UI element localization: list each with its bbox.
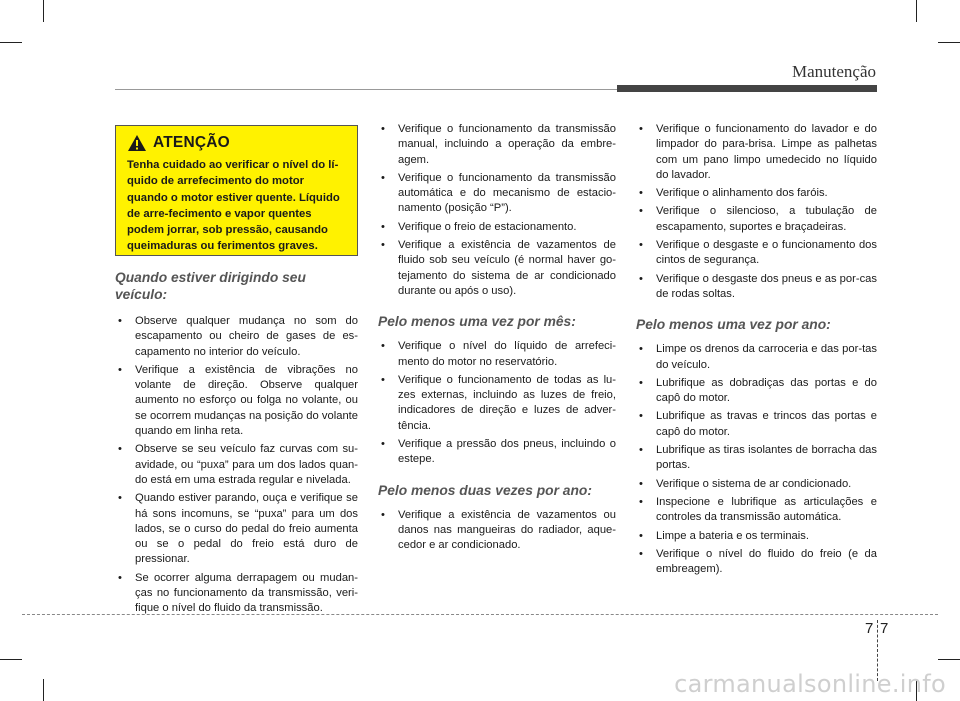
bullet-icon: • xyxy=(639,529,643,542)
list-item xyxy=(636,409,877,440)
list-item-text: Lubrifique as travas e trincos das portas e capô do motor. xyxy=(656,410,877,438)
bullet-icon: • xyxy=(639,272,643,285)
list-item-text: Se ocorrer alguma derrapagem ou mudan-ças no funcionamento da transmissão, veri-fique o nível do fluido da transmissão. xyxy=(135,571,358,615)
bullet-icon: • xyxy=(381,373,385,386)
list-item-text: Verifique o funcionamento do lavador e do limpador do para-brisa. Limpe as palhetas com um pano limpo umedecido no líquido do lavador. xyxy=(656,123,877,181)
general-checklist xyxy=(636,122,877,302)
list-item xyxy=(636,122,877,183)
bullet-icon: • xyxy=(639,410,643,423)
list-item-text: Verifique o nível do fluido do freio (e da embreagem). xyxy=(656,547,877,576)
warning-box xyxy=(115,125,358,256)
warning-triangle-icon xyxy=(127,134,147,152)
crop-mark xyxy=(43,679,44,701)
list-item-text: Lubrifique as tiras isolantes de borracha das portas. xyxy=(656,444,877,472)
footer-rule xyxy=(22,614,938,615)
list-item-text: Verifique o nível do líquido de arrefeci-mento do motor no reservatório. xyxy=(398,340,616,368)
crop-mark xyxy=(43,0,44,22)
bullet-icon: • xyxy=(381,340,385,353)
warning-text: Tenha cuidado ao verificar o nível do lí-quido de arrefecimento do motor quando o motor estiver quente. Líquido de arre-fecimento e vapor quentes podem jorrar, sob pressão, causando queimaduras ou ferimentos graves. xyxy=(127,159,340,253)
yearly-checklist xyxy=(636,342,877,577)
warning-header xyxy=(127,134,347,152)
list-item-text: Verifique o funcionamento da transmissão automática e do mecanismo de estacio-namento (posição “P”). xyxy=(398,171,616,215)
list-item xyxy=(636,443,877,474)
bullet-icon: • xyxy=(381,438,385,451)
list-item-text: Observe se seu veículo faz curvas com su-avidade, ou “puxa” para um dos lados quan-do está em uma estrada regular e nivelada. xyxy=(135,443,358,486)
watermark: carmanualsonline.info xyxy=(674,670,946,698)
section-heading-monthly: Pelo menos uma vez por mês: xyxy=(378,314,576,330)
list-item xyxy=(636,376,877,407)
bullet-icon: • xyxy=(639,239,643,252)
column-2 xyxy=(378,122,616,557)
list-item-text: Quando estiver parando, ouça e verifique se há sons incomuns, se “puxa” para um dos lados, se o curso do pedal do freio aumenta ou se o pedal do freio está duro de pressionar. xyxy=(135,492,358,566)
bullet-icon: • xyxy=(118,571,122,584)
page-number: 7 xyxy=(880,620,889,637)
crop-mark xyxy=(0,659,22,660)
list-item-text: Lubrifique as dobradiças das portas e do capô do motor. xyxy=(656,376,877,405)
bullet-icon: • xyxy=(639,123,643,135)
list-item xyxy=(115,491,358,567)
bullet-icon: • xyxy=(118,443,122,456)
list-item xyxy=(378,339,616,370)
monthly-checklist xyxy=(378,339,616,467)
list-item xyxy=(378,220,616,235)
list-item-text: Limpe a bateria e os terminais. xyxy=(656,529,809,542)
list-item-text: Verifique o desgaste e o funcionamento dos cintos de segurança. xyxy=(656,239,877,267)
list-item xyxy=(378,171,616,217)
chapter-number: 7 xyxy=(865,620,874,637)
list-item xyxy=(378,437,616,468)
list-item xyxy=(115,363,358,439)
list-item-text: Verifique o silencioso, a tubulação de escapamento, suportes e braçadeiras. xyxy=(656,205,877,233)
list-item xyxy=(115,571,358,617)
list-item xyxy=(378,508,616,554)
bullet-icon: • xyxy=(118,492,122,505)
list-item xyxy=(636,186,877,201)
list-item-text: Verifique o funcionamento da transmissão manual, incluindo a operação da embre-agem. xyxy=(398,123,616,166)
page-section-title: Manutenção xyxy=(791,62,876,81)
transmission-checklist xyxy=(378,122,616,299)
header-bar xyxy=(617,85,877,92)
crop-mark xyxy=(916,0,917,22)
list-item xyxy=(378,122,616,168)
bullet-icon: • xyxy=(381,220,385,233)
list-item-text: Limpe os drenos da carroceria e das por-tas do veículo. xyxy=(656,343,877,371)
list-item xyxy=(636,272,877,303)
list-item xyxy=(636,529,877,544)
list-item-text: Verifique o funcionamento de todas as lu-zes externas, incluindo as luzes de freio, indicadores de direção e luzes de adver-tência. xyxy=(398,373,616,432)
crop-mark xyxy=(0,42,22,43)
bullet-icon: • xyxy=(639,547,643,560)
list-item-text: Verifique a pressão dos pneus, incluindo o estepe. xyxy=(398,438,616,466)
list-item xyxy=(115,314,358,360)
list-item-text: Verifique a existência de vazamentos de fluido sob seu veículo (é normal haver go-tejamento do sistema de ar condicionado durante ou após o uso). xyxy=(398,239,616,297)
twice-yearly-checklist xyxy=(378,508,616,554)
warning-title: ATENÇÃO xyxy=(153,134,230,151)
bullet-icon: • xyxy=(639,444,643,457)
bullet-icon: • xyxy=(118,363,122,376)
list-item xyxy=(636,238,877,269)
list-item-text: Verifique o sistema de ar condicionado. xyxy=(656,477,852,490)
list-item xyxy=(636,547,877,578)
column-3 xyxy=(636,122,877,580)
list-item-text: Verifique o alinhamento dos faróis. xyxy=(656,187,828,200)
crop-mark xyxy=(938,42,960,43)
list-item xyxy=(378,238,616,299)
list-item xyxy=(636,477,877,492)
list-item xyxy=(115,442,358,488)
bullet-icon: • xyxy=(381,508,385,521)
list-item xyxy=(636,495,877,526)
list-item-text: Verifique o desgaste dos pneus e as por-cas de rodas soltas. xyxy=(656,272,877,300)
crop-mark xyxy=(938,659,960,660)
bullet-icon: • xyxy=(639,495,643,508)
bullet-icon: • xyxy=(381,239,385,252)
section-heading-twice-yearly: Pelo menos duas vezes por ano: xyxy=(378,482,592,498)
list-item-text: Verifique a existência de vazamentos ou danos nas mangueiras do radiador, aque-cedor e ar condicionado. xyxy=(398,508,616,552)
section-heading-driving: Quando estiver dirigindo seu veículo: xyxy=(115,270,306,302)
driving-checklist xyxy=(115,314,358,617)
section-heading-yearly: Pelo menos uma vez por ano: xyxy=(636,317,831,333)
bullet-icon: • xyxy=(381,171,385,184)
bullet-icon: • xyxy=(118,315,122,327)
bullet-icon: • xyxy=(639,477,643,490)
list-item-text: Observe qualquer mudança no som do escapamento ou cheiro de gases de es-capamento no interior do veículo. xyxy=(135,315,358,358)
list-item xyxy=(636,342,877,373)
column-1 xyxy=(115,269,358,620)
bullet-icon: • xyxy=(639,343,643,356)
bullet-icon: • xyxy=(639,376,643,389)
list-item-text: Verifique a existência de vibrações no volante de direção. Observe qualquer aumento no esforço ou folga no volante, ou se ocorrem mudanças na posição do volante quando em linha reta. xyxy=(135,363,358,438)
bullet-icon: • xyxy=(639,187,643,200)
bullet-icon: • xyxy=(381,123,385,135)
list-item-text: Verifique o freio de estacionamento. xyxy=(398,220,577,233)
list-item-text: Inspecione e lubrifique as articulações e controles da transmissão automática. xyxy=(656,495,877,524)
bullet-icon: • xyxy=(639,205,643,218)
list-item xyxy=(636,204,877,235)
list-item xyxy=(378,373,616,434)
